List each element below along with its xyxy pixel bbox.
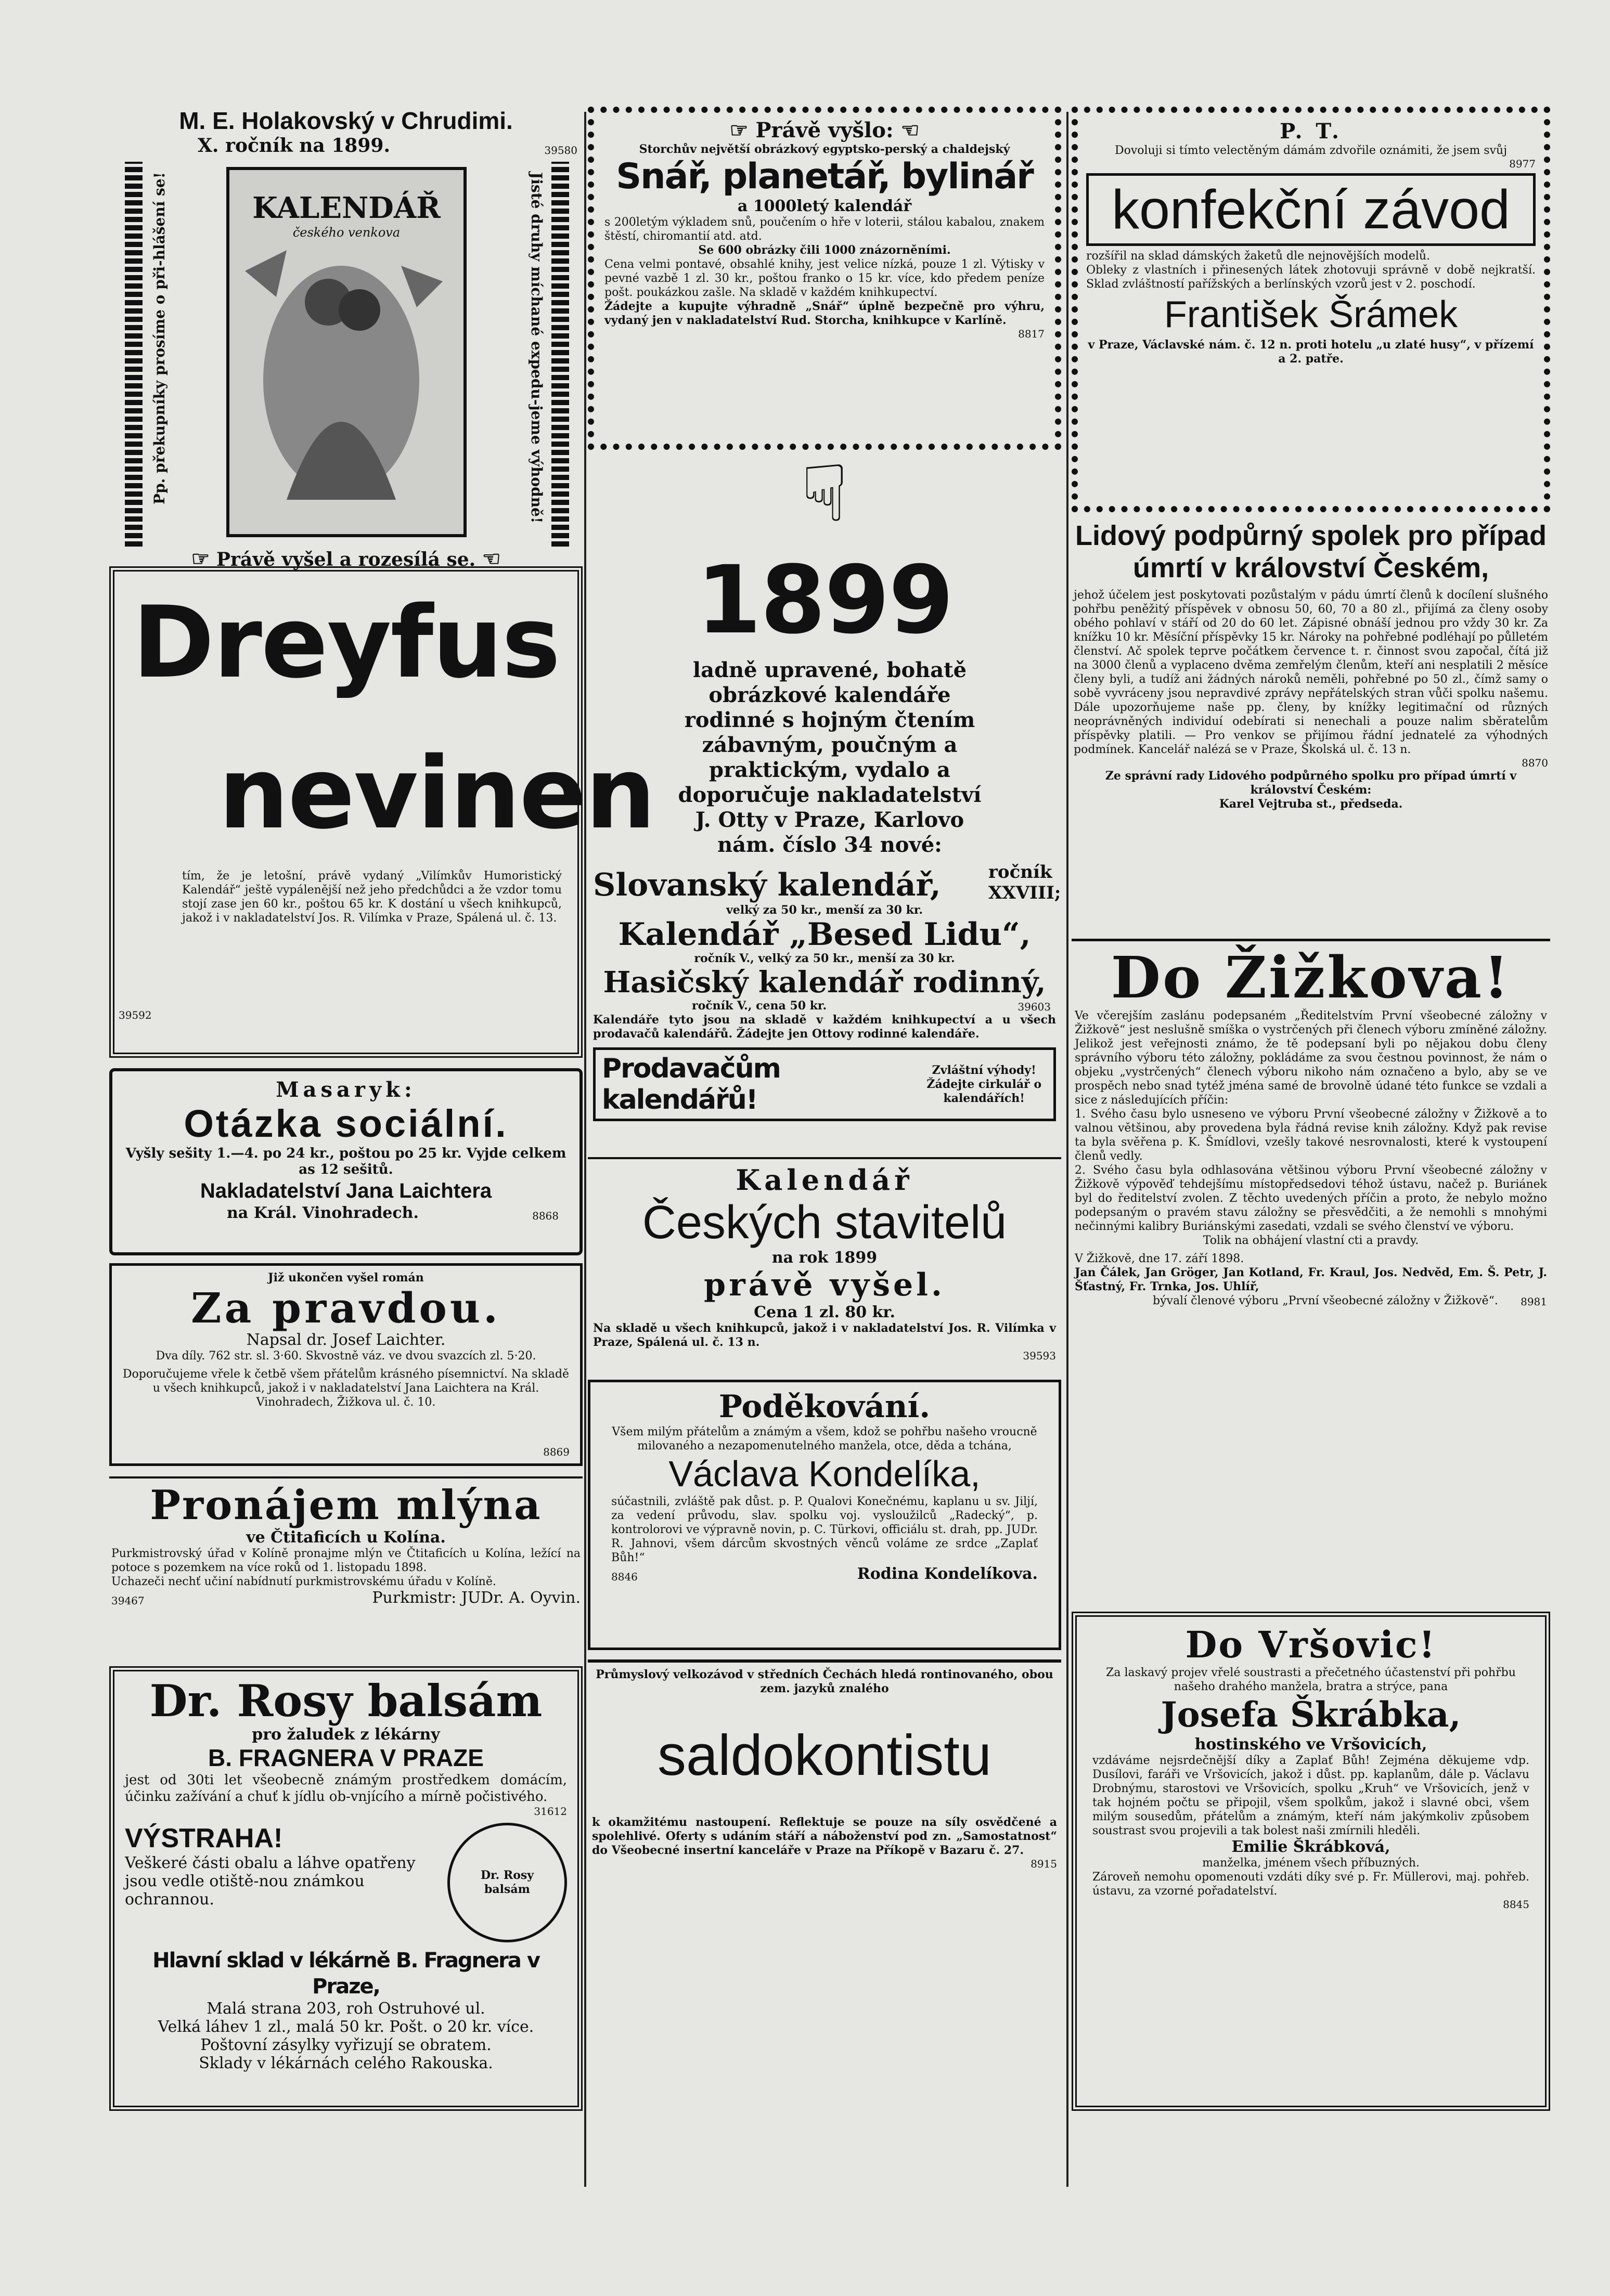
rosy-stores: Sklady v lékárnách celého Rakouska. <box>199 2054 493 2072</box>
zizkov-paragraph-1: 1. Svého času bylo usneseno ve výboru První všeobecné záložny v Žižkově a to valnou většinou, aby provedena byla řádná revise knih záložny. Když pak revise ta byla svěřena p. K. Šmídlovi, vzešly takové nesrovnalosti, které k vystoupení členů vedly. <box>1075 1108 1547 1163</box>
ad-do-zizkova <box>1072 939 1550 1604</box>
holakovsky-title: M. E. Holakovský v Chrudimi. <box>179 107 513 134</box>
dreyfus-title-1: Dreyfus <box>132 585 560 700</box>
ad-do-vrsovic <box>1072 1612 1550 2111</box>
zizkov-paragraph-2: 2. Svého času byla odhlasována většinou výboru První všeobecné záložny v Žižkově výpověď tehdejšímu místopředsedovi téhož ústavu, načež p. Buriánek byl do ředitelství zvolen. Z těchto uvedených příčin a proto, že nebylo možno podepsaným o pravém stavu záložny se přesvědčiti, a že nemohli s mnohými nečinnými kalibry Buriánskými zasedati, vzdali se svého členství ve výboru. <box>1075 1164 1547 1233</box>
vrsovice-number: 8845 <box>1503 1898 1529 1911</box>
rosy-main-store: Hlavní sklad v lékárně B. Fragnera v Praze, <box>152 1949 539 1999</box>
ad-rosy-balsam <box>109 1666 583 2111</box>
rosy-warning-body: Veškeré části obalu a láhve opatřeny jsou vedle otiště-nou známkou ochrannou. <box>125 1854 416 1909</box>
ad-ceskych-stavitelu <box>588 1157 1061 1376</box>
za-pravdou-title: Za pravdou. <box>191 1283 501 1332</box>
saldo-body: k okamžitému nastoupení. Reflektuje se pouze na síly osvědčené a spolehlivé. Oferty s udáním stáří a náboženství pod zn. „Samostatnost“ do Všeobecné insertní kanceláře v Praze na Příkopě v Bazaru č. 27. <box>592 1815 1057 1857</box>
spolek-signature: Karel Vejtruba st., předseda. <box>1219 797 1403 811</box>
zizkov-signers: Jan Čálek, Jan Gröger, Jan Kotland, Fr. Kraul, Jos. Nedvěd, Em. Š. Petr, J. Šťastný, Fr. Trnka, Jos. Uhlíř, <box>1075 1266 1547 1293</box>
za-pravdou-body-2: Doporučujeme vřele k četbě všem přátelům krásného písemnictví. Na skladě u všech knihkupců, jakož i v nakladatelství Jana Laichtera na Král. Vinohradech, Žižkova ul. č. 10. <box>122 1368 570 1409</box>
pointing-hand-down-icon: ☟ <box>801 449 848 539</box>
ad-saldokontista <box>588 1659 1061 1961</box>
ad-sramek <box>1072 107 1550 512</box>
rosy-seal-text: Dr. Rosy balsám <box>480 1869 534 1896</box>
za-pravdou-author: Napsal dr. Josef Laichter. <box>246 1331 446 1349</box>
vrsovice-body-3: Zároveň nemohu opomenouti vzdáti díky své p. Fr. Müllerovi, maj. pohřeb. ústavu, za vzorné pořadatelství. <box>1092 1871 1529 1898</box>
otty-footer: Kalendáře tyto jsou na skladě v každém knihkupectví a u všech prodavačů kalendářů. Žádejte jen Ottovy rodinné kalendáře. <box>593 1013 1056 1041</box>
otty-year: 1899 <box>696 546 953 655</box>
pointing-hand-left-icon: ☜ <box>482 547 501 571</box>
snar-intro: Storchův největší obrázkový egyptsko-perský a chaldejský <box>639 142 1010 156</box>
stavitelu-top: Kalendář <box>736 1163 913 1197</box>
otty-number: 39603 <box>1017 1001 1051 1013</box>
masaryk-publisher: Nakladatelství Jana Laichtera <box>200 1179 492 1202</box>
sramek-address: v Praze, Václavské nám. č. 12 n. proti hotelu „u zlaté husy“, v přízemí a 2. patře. <box>1088 338 1534 366</box>
rosy-warning: VÝSTRAHA! <box>125 1823 283 1853</box>
slovansky-year: ročník XXVIII; <box>988 862 1061 903</box>
holakovsky-subtitle: X. ročník na 1899. <box>198 135 390 157</box>
ornament-right <box>551 162 569 547</box>
zizkov-paragraph-3: Tolik na obhájení vlastní cti a pravdy. <box>1203 1234 1419 1247</box>
snar-body-2: Cena velmi pontavé, obsahlé knihy, jest velice nízká, pouze 1 zl. Výtisky v pevné vazbě 1 zl. 30 kr., poštou franko o 15 kr. více, kdo předem peníze pošt. poukázkou zašle. Na skladě v každém knihkupectví. <box>604 258 1045 299</box>
rosy-subtitle: pro žaludek z lékárny <box>252 1726 440 1744</box>
ad-otty-calendars <box>588 450 1061 1157</box>
sramek-name: František Šrámek <box>1164 294 1458 335</box>
holakovsky-left-vertical: Pp. překupníky prosíme o při-hlášení se! <box>151 172 168 504</box>
rosy-seal <box>447 1823 567 1942</box>
vrsovice-name: Josefa Škrábka, <box>1161 1694 1461 1735</box>
podekovani-signature: Rodina Kondelíkova. <box>857 1565 1038 1583</box>
prodavacum-note: Zvláštní výhody! Žádejte cirkulář o kalendářích! <box>926 1063 1041 1105</box>
pointing-hand-icon: ☞ <box>191 547 210 571</box>
masaryk-number: 8868 <box>532 1210 559 1222</box>
ad-podpurny-spolek <box>1072 512 1550 939</box>
vrsovice-subtitle: hostinského ve Vršovicích, <box>1194 1735 1427 1754</box>
saldo-number: 8915 <box>1031 1858 1057 1870</box>
ad-prodavacum <box>593 1047 1056 1121</box>
stavitelu-status: právě vyšel. <box>704 1267 945 1303</box>
rosy-body: jest od 30ti let všeobecně známým prostředkem domácím, účinku zažívání a chuť k jídlu ob-vnjícího a mírně počistivého. <box>125 1772 567 1805</box>
mlyn-subtitle: ve Čtitaficích u Kolína. <box>246 1528 446 1547</box>
dreyfus-title-2: nevinen <box>218 736 655 851</box>
podekovani-body: Všem milým přátelům a známým a všem, kdož se pohřbu našeho vroucně milovaného a nezapomenutelného manžela, otce, děda a tchána, <box>612 1425 1037 1452</box>
mlyn-number: 39467 <box>111 1594 145 1607</box>
column-rule-right <box>1066 112 1068 2187</box>
ad-holakovsky <box>109 107 583 571</box>
mlyn-body: Purkmistrovský úřad v Kolíně pronajme mlýn ve Čtitaficích u Kolína, ležící na potoce s pozemkem na více roků od 1. listopadu 1898. <box>111 1547 581 1574</box>
saldo-title: saldokontistu <box>657 1723 992 1787</box>
column-right <box>1072 107 1550 2111</box>
zizkov-date: V Žižkově, dne 17. září 1898. <box>1075 1252 1244 1265</box>
slovansky-price: velký za 50 kr., menší za 30 kr. <box>726 903 923 917</box>
calendar-cover-image <box>226 167 467 537</box>
zizkov-title: Do Žižkova! <box>1111 944 1511 1011</box>
mlyn-title: Pronájem mlýna <box>150 1482 542 1529</box>
prodavacum-title: Prodavačům kalendářů! <box>602 1053 780 1115</box>
ad-masaryk <box>109 1068 583 1255</box>
zizkov-number: 8981 <box>1521 1295 1547 1308</box>
snar-highlight: Se 600 obrázky čili 1000 znázorněními. <box>698 243 951 257</box>
vrsovice-body-2: vzdáváme nejsrdečnější díky a Zaplať Bůh! Zejména děkujeme vdp. Dusílovi, faráři ve Vršovicích, jakož i důst. pp. kaplanům, dále p. Václavu Drobnýmu, starostovi ve Vršovicích, spolku „Kruh“ ve Vršovicích, jenž v tak hojném počtu se připojil, všem spolkům, jakož i slavné obci, všem milým sousedům, přátelům a známým, kteří nám jakýmkoliv způsobem soustrast svou projevili a tak bolest naši zmírnili hleděli. <box>1092 1754 1529 1837</box>
ornament-left <box>125 162 143 547</box>
rosy-title: Dr. Rosy balsám <box>149 1675 543 1727</box>
vrsovice-body: Za laskavý projev vřelé soustrasti a přečetného účastenství při pohřbu našeho drahého manžela, bratra a strýce, pana <box>1106 1666 1516 1693</box>
sramek-intro: Dovoluji si tímto velectěným dámám zdvořile oznámiti, že jsem svůj <box>1114 144 1508 157</box>
pointing-hand-icon: ☞ <box>729 118 749 142</box>
dreyfus-number: 39592 <box>119 1009 152 1021</box>
podekovani-body-2: súčastnili, zvláště pak důst. p. P. Qualovi Konečnému, kaplanu u sv. Jiljí, za vedení průvodu, slav. spolku voj. vysloužilců „Radecký“, p. kontrolorovi ve výpravně novin, p. C. Türkovi, officiálu st. drah, pp. JUDr. R. Jahnovi, všem dárcům skvostných věnců voláme ze srdce „Zaplať Bůh!“ <box>611 1495 1038 1564</box>
vrsovice-signature-note: manželka, jménem všech příbuzných. <box>1202 1857 1420 1870</box>
column-middle <box>588 107 1061 1961</box>
za-pravdou-number: 8869 <box>543 1446 570 1458</box>
spolek-body: jehož účelem jest poskytovati pozůstalým v pádu úmrtí členů k docílení slušného pohřbu peněžitý příspěvek v obnosu 50, 60, 70 a 80 zl., přijímá za členy osoby obého pohlaví v stáří od 20 do 60 let. Zápisné obnáší jednou pro vždy 30 kr. Za knížku 10 kr. Měsíční příspěvky 15 kr. Nároky na pohřebné podléhají po půlletém členství. Ač spolek teprve počátkem července t. r. činnost svou započal, čítá již na 3000 členů a vyplaceno dvěma zemřelým členům, kteří ani nesplatili 2 měsíce členy byli, a tudíž ani žádných nároků neměli, pohřebné po 50 zl., čímž samy o sobě vyvráceny jsou nepravdivé zprávy nepřátelských stran vůči spolku našemu. Dále upozorňujeme naše pp. členy, by knížky legitimační od různých neoprávněných individuí odebírati si nenechali a pouze nalim sběratelům příspěvky platili. — Pro venkov se přijímou řádní jednatelé za výhodných podmínek. Kancelář nalézá se v Praze, Školská ul. č. 13 n. <box>1074 589 1548 756</box>
snar-body: s 200letým výkladem snů, poučením o hře v loterii, stálou kabalou, znakem štěstí, chiromantií atd. atd. <box>604 216 1045 243</box>
calendar-cover-title: KALENDÁŘ <box>252 191 441 225</box>
slovansky-title: Slovanský kalendář, <box>593 867 941 903</box>
rosy-address: Malá strana 203, roh Ostruhové ul. <box>207 2000 485 2018</box>
hasic-title: Hasičský kalendář rodinný, <box>603 965 1046 1000</box>
snar-header <box>604 118 1045 142</box>
stavitelu-year: na rok 1899 <box>771 1249 878 1267</box>
podekovani-name: Václava Kondelíka, <box>668 1454 981 1494</box>
podekovani-number: 8846 <box>611 1571 638 1583</box>
hasic-price: ročník V., cena 50 kr. <box>692 999 827 1013</box>
sramek-body-2: Obleky z vlastních i přinesených látek zhotovuji správně v době nejkratší. Sklad zvláštností pařížských a berlínských vzorů jest v 2. poschodí. <box>1086 264 1536 291</box>
holakovsky-number: 39580 <box>544 144 577 157</box>
rosy-mail: Poštovní zásylky vyřizují se obratem. <box>200 2036 492 2054</box>
zizkov-body: Ve včerejším zaslánu podepsaném „Ředitelstvím První všeobecné záložny v Žižkově“ jest neslušně smíška o vystrčených při členech výboru zmíněné záložny. Jelikož jest veřejnosti známo, že tě podepsaní byli po nějakou dobu členy správního výboru této záložny, pokládáme za svou čestnou povinnost, že nám o objeku „vystrčených“ členech výboru nikoho nám označeno a bylo, aby se ve prospěch nebo snad tytéž jména samé de brovolně údané této funkce se vzdali a sice z následujících příčin: <box>1075 1009 1547 1107</box>
masaryk-author: Masaryk: <box>276 1078 416 1102</box>
ad-pronajem-mlyna <box>109 1476 583 1656</box>
zizkov-signers-note: bývalí členové výboru „První všeobecné záložny v Žižkově“. <box>1153 1294 1498 1307</box>
holakovsky-right-vertical: Jisté druhy míchané expedu-jeme výhodně! <box>528 172 545 524</box>
mlyn-signature: Purkmistr: JUDr. A. Oyvin. <box>372 1589 581 1607</box>
snar-title: Snář, planetář, bylinář <box>616 156 1033 197</box>
saldo-top: Průmyslový velkozávod v středních Čechách hledá rontinovaného, obou zem. jazyků znalého <box>596 1668 1053 1695</box>
pointing-hand-left-icon: ☜ <box>900 118 920 142</box>
rosy-firm: B. FRAGNERA V PRAZE <box>208 1744 484 1771</box>
sramek-title: konfekční závod <box>1086 173 1536 246</box>
masaryk-place: na Král. Vinohradech. <box>227 1204 419 1222</box>
za-pravdou-body: Dva díly. 762 str. sl. 3·60. Skvostně váz. ve dvou svazcích zl. 5·20. <box>156 1350 536 1363</box>
calendar-illustration <box>229 240 453 510</box>
column-rule-left <box>584 112 586 2187</box>
snar-subtitle: a 1000letý kalendář <box>737 197 912 215</box>
snar-number: 8817 <box>1018 328 1045 340</box>
ad-za-pravdou <box>109 1263 583 1466</box>
dreyfus-body: tím, že je letošní, právě vydaný „Vilímkův Humoristický Kalendář“ ještě vypálenější než jeho předchůdci a že vzdor tomu stojí zase jen 60 kr., poštou 65 kr. K dostání u všech knihkupců, jakož i v nakladatelství Jos. R. Vilímka v Praze, Spálená ul. č. 13. <box>182 870 562 925</box>
sramek-number: 8977 <box>1509 158 1536 170</box>
spolek-number: 8870 <box>1522 757 1548 769</box>
otty-body: ladně upravené, bohatě obrázkové kalendáře rodinné s hojným čtením zábavným, poučným a praktickým, vydalo a doporučuje nakladatelství J. Otty v Praze, Karlovo nám. číslo 34 nové: <box>678 658 982 857</box>
besed-price: ročník V., velký za 50 kr., menší za 30 kr. <box>694 952 955 965</box>
ad-dreyfus <box>109 566 655 1058</box>
ad-snar <box>588 107 1061 450</box>
snar-body-3: Žádejte a kupujte výhradně „Snář“ úplně bezpečně pro výhru, vydaný jen v nakladatelství Rud. Storcha, knihkupce v Karlíně. <box>604 300 1045 327</box>
podekovani-title: Poděkování. <box>718 1389 931 1425</box>
stavitelu-title: Českých stavitelů <box>642 1197 1007 1249</box>
calendar-cover-subtitle: českého venkova <box>292 225 401 240</box>
stavitelu-footer: Na skladě u všech knihkupců, jakož i v nakladatelství Jos. R. Vilímka v Praze, Spálená ul. č. 13 n. <box>593 1321 1056 1349</box>
sramek-header: P. T. <box>1280 119 1342 144</box>
sramek-body: rozšířil na sklad dámských žaketů dle nejnovějších modelů. <box>1086 250 1431 263</box>
ad-podekovani <box>588 1380 1061 1650</box>
masaryk-body: Vyšly sešity 1.—4. po 24 kr., poštou po 25 kr. Vyjde celkem as 12 sešitů. <box>125 1146 566 1177</box>
stavitelu-price: Cena 1 zl. 80 kr. <box>754 1303 895 1321</box>
besed-title: Kalendář „Besed Lidu“, <box>618 916 1031 953</box>
holakovsky-bottom-text: Právě vyšel a rozesílá se. <box>216 549 476 570</box>
masaryk-title: Otázka sociální. <box>184 1102 508 1145</box>
rosy-price: Velká láhev 1 zl., malá 50 kr. Pošt. o 20 kr. více. <box>158 2018 534 2036</box>
spolek-rules: Ze správní rady Lidového podpůrného spolku pro případ úmrtí v království Českém: <box>1105 769 1517 797</box>
snar-header-text: Právě vyšlo: <box>755 118 894 142</box>
stavitelu-number: 39593 <box>1023 1350 1056 1362</box>
vrsovice-title: Do Vršovic! <box>1185 1623 1437 1666</box>
za-pravdou-top: Již ukončen vyšel román <box>268 1271 424 1285</box>
spolek-title: Lidový podpůrný spolek pro případ úmrtí v království Českém, <box>1075 520 1547 583</box>
mlyn-body-2: Uchazeči nechť učiní nabídnutí purkmistrovskému úřadu v Kolíně. <box>111 1575 496 1588</box>
rosy-number: 31612 <box>534 1805 567 1818</box>
vrsovice-signature: Emilie Škrábková, <box>1231 1838 1390 1856</box>
